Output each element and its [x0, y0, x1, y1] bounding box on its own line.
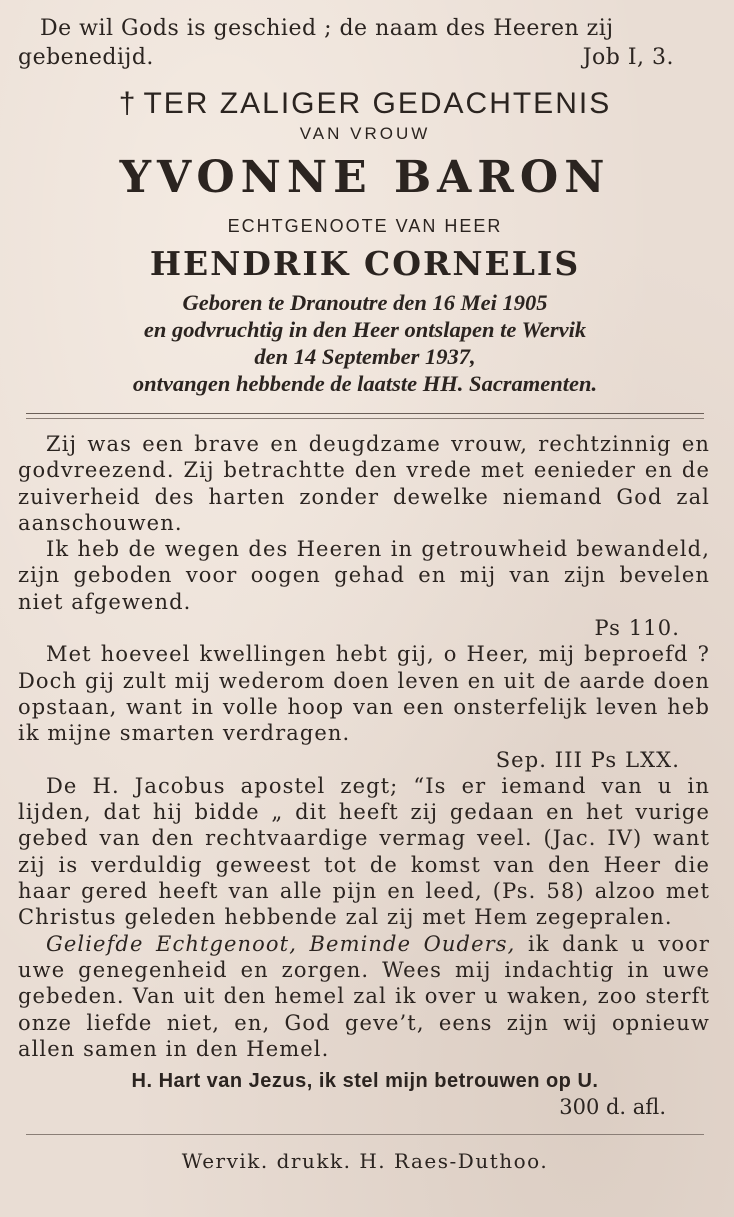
paragraph-4: De H. Jacobus apostel zegt; “Is er iemand van u in lijden, dat hij bidde „ dit heeft zij gedaan en het vurige gebed van den rechtvaardige vermag veel. (Jac. IV) want zij is verduldig geweest tot de komst van den Heer die haar gered heeft van alle pijn en leed, (Ps. 58) alzoo met Christus geleden hebbende zal zij met Hem zegepralen.: [18, 773, 710, 930]
death-date-line: den 14 September 1937,: [254, 344, 476, 369]
paragraph-5: [18, 931, 710, 1062]
paragraph-2-text: Ik heb de wegen des Heeren in getrouwheid bewandeld, zijn geboden voor oogen gehad en mij van zijn bevelen niet afgewend.: [18, 537, 710, 614]
van-vrouw: VAN VROUW: [299, 124, 431, 143]
quote-reference: Job I, 3.: [582, 45, 674, 70]
divider: [26, 418, 704, 419]
divider: [26, 413, 704, 414]
spouse-of-label: ECHTGENOOTE VAN HEER: [227, 216, 503, 236]
address-to-family: Geliefde Echtgenoot, Beminde Ouders,: [46, 931, 516, 956]
memorial-title: TER ZALIGER GEDACHTENIS: [143, 87, 612, 120]
prayer-motto: H. Hart van Jezus, ik stel mijn betrouwen op U.: [131, 1070, 599, 1093]
paragraph-3: Met hoeveel kwellingen hebt gij, o Heer, mij beproefd ? Doch gij zult mij wederom doen leven en uit de aarde doen opstaan, want in volle hoop van een onsterfelijk leven heb ik mijne smarten verdragen.: [18, 642, 710, 746]
printer-credit: Wervik. drukk. H. Raes-Duthoo.: [181, 1149, 549, 1174]
cross-icon: †: [118, 87, 138, 120]
life-dates: [18, 289, 712, 397]
indulgence-note: 300 d. afl.: [559, 1095, 666, 1120]
memorial-heading: [18, 86, 712, 122]
birth-line: Geboren te Dranoutre den 16 Mei 1905: [182, 290, 548, 315]
paragraph-2: [18, 536, 710, 615]
divider: [26, 1134, 704, 1135]
scripture-quote: [18, 14, 712, 72]
paragraph-1: Zij was een brave en deugdzame vrouw, rechtzinnig en godvreezend. Zij betrachtte den vrede met eenieder en de zuiverheid des harten zonder dewelke niemand God zal aanschouwen.: [18, 432, 710, 535]
quote-line-2: gebenedijd.: [18, 45, 154, 70]
quote-line-1: De wil Gods is geschied ; de naam des Heeren zij: [40, 16, 614, 41]
deceased-name: YVONNE BARON: [119, 152, 611, 203]
death-line: en godvruchtig in den Heer ontslapen te Wervik: [143, 317, 587, 342]
memorial-text: [18, 431, 712, 1062]
paragraph-5-text: ik dank u voor uwe genegenheid en zorgen. Wees mij indachtig in uwe gebeden. Van uit den hemel zal ik over u waken, zoo sterft onze liefde niet, en, God geve’t, eens zijn wij opnieuw allen samen in den Hemel.: [18, 931, 710, 1061]
husband-name: HENDRIK CORNELIS: [149, 244, 581, 283]
paragraph-3-reference: Sep. III Ps LXX.: [495, 747, 680, 772]
sacraments-line: ontvangen hebbende de laatste HH. Sacramenten.: [132, 371, 598, 396]
paragraph-2-reference: Ps 110.: [594, 616, 680, 641]
